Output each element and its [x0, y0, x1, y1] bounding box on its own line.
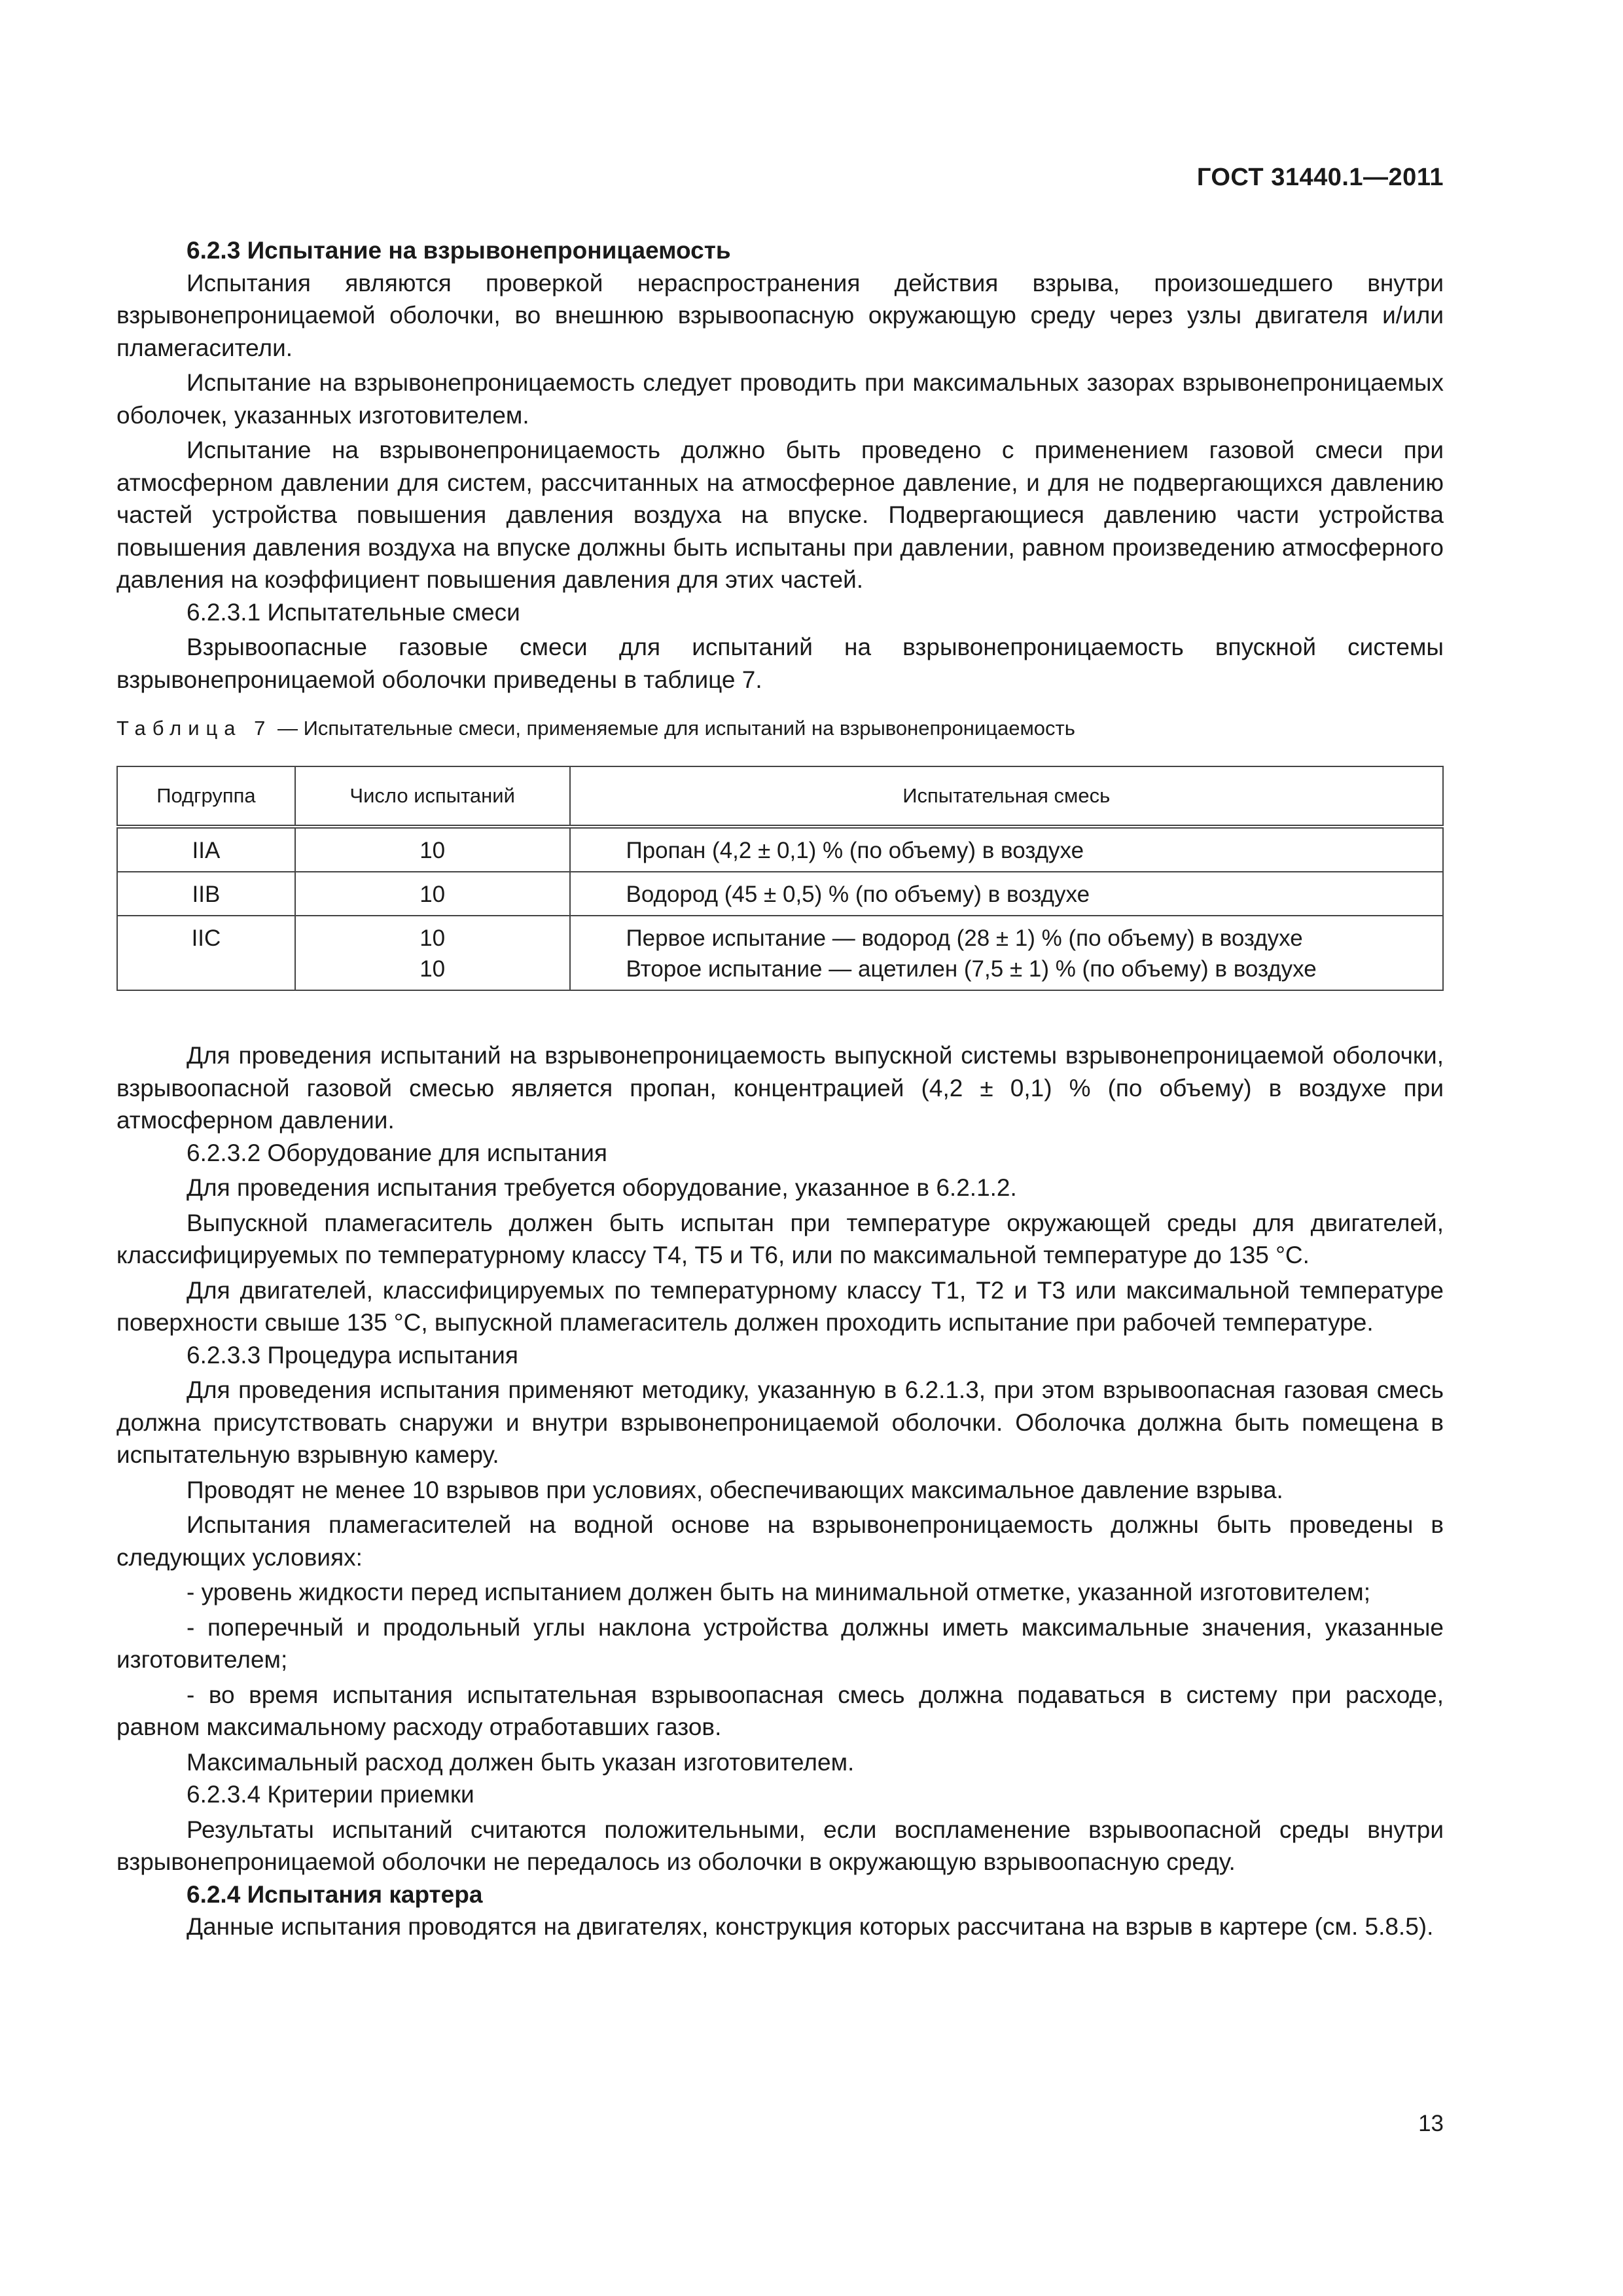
test-mixture-first: Первое испытание — водород (28 ± 1) % (по объему) в воздухе	[626, 925, 1303, 951]
table-header-row	[117, 766, 1443, 827]
cell-test-count: 10	[295, 827, 570, 872]
paragraph: Результаты испытаний считаются положительными, если воспламенение взрывоопасной среды внутри взрывонепроницаемой оболочки не передалось из оболочки в окружающую взрывоопасную среду.	[116, 1816, 1444, 1875]
cell-test-mixture: Пропан (4,2 ± 0,1) % (по объему) в воздухе	[570, 827, 1444, 872]
test-mixture-second: Второе испытание — ацетилен (7,5 ± 1) % (по объему) в воздухе	[626, 956, 1317, 982]
test-count-second: 10	[419, 956, 446, 982]
table-7-caption-prefix: Таблица 7	[116, 717, 272, 740]
column-header-subgroup: Подгруппа	[117, 766, 295, 827]
paragraph: Для проведения испытания требуется оборудование, указанное в 6.2.1.2.	[187, 1174, 1017, 1201]
paragraph: Испытания пламегасителей на водной основе на взрывонепроницаемость должны быть проведены в следующих условиях:	[116, 1511, 1444, 1571]
paragraph: Выпускной пламегаситель должен быть испытан при температуре окружающей среды для двигателей, классифицируемых по температурному классу Т4, Т5 и Т6, или по максимальной температуре до 135 °С.	[116, 1209, 1444, 1268]
paragraph: Проводят не менее 10 взрывов при условиях, обеспечивающих максимальное давление взрыва.	[187, 1476, 1283, 1503]
subsection-6-2-3-4-title: 6.2.3.4 Критерии приемки	[187, 1781, 474, 1808]
subsection-6-2-3-3-title: 6.2.3.3 Процедура испытания	[187, 1341, 518, 1369]
cell-subgroup: IIB	[117, 872, 295, 916]
paragraph: Максимальный расход должен быть указан изготовителем.	[187, 1748, 855, 1776]
cell-test-count: 10	[295, 872, 570, 916]
cell-subgroup: IIA	[117, 827, 295, 872]
paragraph: Испытание на взрывонепроницаемость следует проводить при максимальных зазорах взрывонепроницаемых оболочек, указанных изготовителем.	[116, 369, 1444, 429]
paragraph: Для проведения испытаний на взрывонепроницаемость выпускной системы взрывонепроницаемой оболочки, взрывоопасной газовой смесью является пропан, концентрацией (4,2 ± 0,1) % (по объему) в воздухе при атмосферном давлении.	[116, 1042, 1444, 1134]
test-count-first: 10	[419, 925, 446, 951]
table-7-caption	[116, 715, 1444, 742]
cell-test-mixture: Водород (45 ± 0,5) % (по объему) в воздухе	[570, 872, 1444, 916]
column-header-test-count: Число испытаний	[295, 766, 570, 827]
standard-code: ГОСТ 31440.1—2011	[1196, 164, 1444, 191]
subsection-6-2-3-1-title: 6.2.3.1 Испытательные смеси	[187, 598, 520, 626]
table-7-caption-text: — Испытательные смеси, применяемые для испытаний на взрывонепроницаемость	[272, 717, 1075, 740]
section-6-2-3	[116, 234, 1444, 696]
section-6-2-4-title: 6.2.4 Испытания картера	[187, 1880, 483, 1908]
section-6-2-3-title: 6.2.3 Испытание на взрывонепроницаемость	[187, 237, 731, 264]
paragraph: Для двигателей, классифицируемых по температурному классу Т1, Т2 и Т3 или максимальной температуре поверхности свыше 135 °С, выпускной пламегаситель должен проходить испытание при рабочей температуре.	[116, 1276, 1444, 1336]
table-7	[116, 766, 1444, 991]
paragraph: Данные испытания проводятся на двигателях, конструкция которых рассчитана на взрыв в картере (см. 5.8.5).	[187, 1913, 1434, 1940]
list-item: - во время испытания испытательная взрывоопасная смесь должна подаваться в систему при расходе, равном максимальному расходу отработавших газов.	[116, 1681, 1444, 1740]
column-header-test-mixture: Испытательная смесь	[570, 766, 1444, 827]
table-row	[117, 916, 1443, 990]
table-row	[117, 827, 1443, 872]
paragraph: Испытания являются проверкой нераспространения действия взрыва, произошедшего внутри взрывонепроницаемой оболочки, во внешнюю взрывоопасную окружающую среду через узлы двигателя и/или пламегасители.	[116, 269, 1444, 361]
section-after-table	[116, 1039, 1444, 1943]
list-item: - уровень жидкости перед испытанием должен быть на минимальной отметке, указанной изготовителем;	[187, 1579, 1371, 1605]
paragraph: Для проведения испытания применяют методику, указанную в 6.2.1.3, при этом взрывоопасная газовая смесь должна присутствовать снаружи и внутри взрывонепроницаемой оболочки. Оболочка должна быть помещена в испытательную взрывную камеру.	[116, 1376, 1444, 1468]
subsection-6-2-3-2-title: 6.2.3.2 Оборудование для испытания	[187, 1139, 607, 1166]
cell-test-count	[295, 916, 570, 990]
page-number: 13	[1418, 2111, 1444, 2136]
document-page	[116, 0, 1444, 2296]
list-item: - поперечный и продольный углы наклона устройства должны иметь максимальные значения, указанные изготовителем;	[116, 1613, 1444, 1673]
paragraph: Испытание на взрывонепроницаемость должно быть проведено с применением газовой смеси при атмосферном давлении для систем, рассчитанных на атмосферное давление, и для не подвергающихся давлению частей устройства повышения давления воздуха на впуске. Подвергающиеся давлению части устройства повышения давления воздуха на впуске должны быть испытаны при давлении, равном произведению атмосферного давления на коэффициент повышения давления для этих частей.	[116, 437, 1444, 593]
paragraph: Взрывоопасные газовые смеси для испытаний на взрывонепроницаемость впускной системы взрывонепроницаемой оболочки приведены в таблице 7.	[116, 634, 1444, 693]
table-row	[117, 872, 1443, 916]
cell-test-mixture	[570, 916, 1444, 990]
cell-subgroup: IIC	[117, 916, 295, 990]
